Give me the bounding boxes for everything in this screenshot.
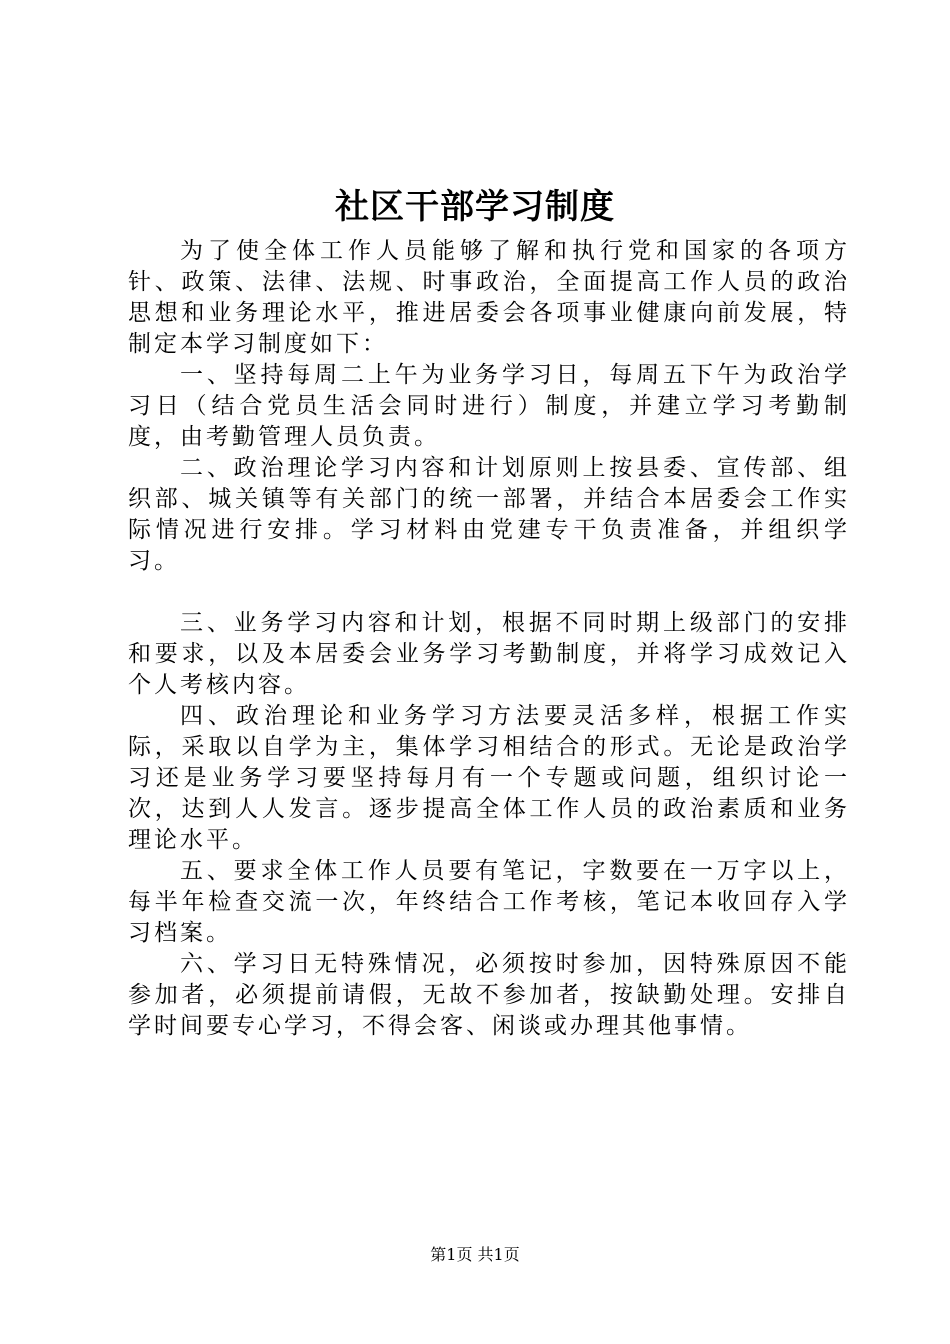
paragraph-item-3: 三、业务学习内容和计划，根据不同时期上级部门的安排和要求，以及本居委会业务学习考勤制度，并将学习成效记入个人考核内容。 xyxy=(128,610,850,698)
page-number-footer: 第1页 共1页 xyxy=(430,1245,520,1264)
paragraph-item-5: 五、要求全体工作人员要有笔记，字数要在一万字以上，每半年检查交流一次，年终结合工作考核，笔记本收回存入学习档案。 xyxy=(128,858,850,946)
paragraph-item-4: 四、政治理论和业务学习方法要灵活多样，根据工作实际，采取以自学为主，集体学习相结合的形式。无论是政治学习还是业务学习要坚持每月有一个专题或问题，组织讨论一次，达到人人发言。逐步提高全体工作人员的政治素质和业务理论水平。 xyxy=(128,703,850,853)
intro-paragraph: 为了使全体工作人员能够了解和执行党和国家的各项方针、政策、法律、法规、时事政治，全面提高工作人员的政治思想和业务理论水平，推进居委会各项事业健康向前发展，特制定本学习制度如下： xyxy=(128,238,850,357)
paragraph-item-2: 二、政治理论学习内容和计划原则上按县委、宣传部、组织部、城关镇等有关部门的统一部署，并结合本居委会工作实际情况进行安排。学习材料由党建专干负责准备，并组织学习。 xyxy=(128,455,850,574)
paragraph-item-6: 六、学习日无特殊情况，必须按时参加，因特殊原因不能参加者，必须提前请假，无故不参加者，按缺勤处理。安排自学时间要专心学习，不得会客、闲谈或办理其他事情。 xyxy=(128,951,850,1039)
document-title: 社区干部学习制度 xyxy=(335,187,615,227)
document-body xyxy=(128,236,850,1042)
paragraph-item-1: 一、坚持每周二上午为业务学习日，每周五下午为政治学习日（结合党员生活会同时进行）制度，并建立学习考勤制度，由考勤管理人员负责。 xyxy=(128,362,850,450)
